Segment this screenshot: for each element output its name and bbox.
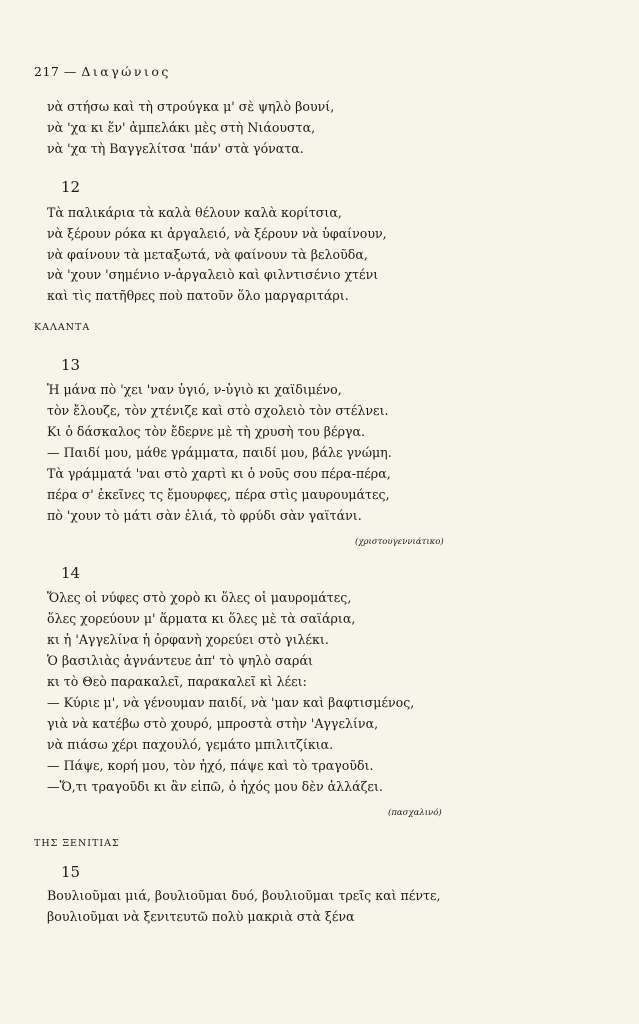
poem11-line-3: νὰ 'χα τὴ Βαγγελίτσα 'πάν' στὰ γόνατα. (47, 141, 304, 156)
header-title: Διαγώνιος (81, 64, 171, 79)
poem14-line-4: Ὁ βασιλιὰς ἀγνάντευε ἀπ' τὸ ψηλὸ σαράι (47, 653, 313, 668)
poem13-line-4: — Παιδί μου, μάθε γράμματα, παιδί μου, βάλε γνώμη. (47, 445, 392, 460)
poem14-source: (πασχαλινό) (388, 808, 442, 818)
poem14-line-7: γιὰ νὰ κατέβω στὸ χουρό, μπροστὰ στὴν 'Αγγελίνα, (47, 716, 379, 731)
poem14-line-1: Ὅλες οἱ νύφες στὸ χορὸ κι ὅλες οἱ μαυρομάτες, (47, 590, 352, 605)
poem15-number: 15 (61, 863, 81, 881)
poem14-line-3: κι ἡ 'Αγγελίνα ἡ ὀρφανὴ χορεύει στὸ γιλέκι. (47, 632, 329, 647)
poem11-line-1: νὰ στήσω καὶ τὴ στρούγκα μ' σὲ ψηλὸ βουνί, (47, 99, 335, 114)
poem14-number: 14 (61, 564, 81, 582)
poem12-line-1: Τὰ παλικάρια τὰ καλὰ θέλουν καλὰ κορίτσια, (47, 205, 342, 220)
poem14-line-6: — Κύριε μ', νὰ γένουμαν παιδί, νὰ 'μαν καὶ βαφτισμένος, (47, 695, 415, 710)
poem12-line-2: νὰ ξέρουν ρόκα κι ἀργαλειό, νὰ ξέρουν νὰ ὑφαίνουν, (47, 226, 387, 241)
poem14-line-9: — Πάψε, κορή μου, τὸν ἠχό, πάψε καὶ τὸ τραγοῦδι. (47, 758, 374, 773)
poem12-number: 12 (61, 178, 81, 196)
poem12-line-3: νὰ φαίνουν τὰ μεταξωτά, νὰ φαίνουν τὰ βελοῦδα, (47, 247, 368, 262)
poem15-line-2: βουλιοῦμαι νὰ ξενιτευτῶ πολὺ μακριὰ στὰ ξένα (47, 909, 355, 924)
header-dash: — (63, 64, 77, 79)
poem13-line-1: Ἡ μάνα πὸ 'χει 'ναν ὑγιό, ν-ὑγιὸ κι χαϊδιμένο, (47, 382, 342, 397)
poem12-line-4: νὰ 'χουν 'σημένιο ν-ἀργαλειὸ καὶ φιλντισένιο χτένι (47, 267, 379, 282)
poem13-source: (χριστουγεννιάτικο) (355, 537, 444, 547)
poem14-line-10: —Ὅ,τι τραγοῦδι κι ἂν εἰπῶ, ὁ ἠχός μου δὲν ἀλλάζει. (47, 779, 383, 794)
section-heading-xenitias: ΤΗΣ ΞΕΝΙΤΙΑΣ (34, 838, 120, 849)
poem15-line-1: Βουλιοῦμαι μιά, βουλιοῦμαι δυό, βουλιοῦμαι τρεῖς καὶ πέντε, (47, 888, 441, 903)
poem14-line-2: ὅλες χορεύουν μ' ἅρματα κι ὅλες μὲ τὰ σαϊάρια, (47, 611, 356, 626)
page-number: 217 (34, 64, 60, 79)
poem13-line-7: πὸ 'χουν τὸ μάτι σὰν ἐλιά, τὸ φρύδι σὰν γαϊτάνι. (47, 508, 362, 523)
poem13-number: 13 (61, 356, 81, 374)
poem14-line-8: νὰ πιάσω χέρι παχουλό, γεμάτο μπιλιτζίκια. (47, 737, 334, 752)
poem13-line-6: πέρα σ' ἐκεῖνες τς ἔμουρφες, πέρα στὶς μαυρουμάτες, (47, 487, 390, 502)
poem11-line-2: νὰ 'χα κι ἕν' ἀμπελάκι μὲς στὴ Νιάουστα, (47, 120, 316, 135)
poem13-line-2: τὸν ἔλουζε, τὸν χτένιζε καὶ στὸ σχολειὸ τὸν στέλνει. (47, 403, 389, 418)
poem12-line-5: καὶ τὶς πατῆθρες ποὺ πατοῦν ὅλο μαργαριτάρι. (47, 288, 349, 303)
poem14-line-5: κι τὸ Θεὸ παρακαλεῖ, παρακαλεῖ κὶ λέει: (47, 674, 307, 689)
running-header (34, 64, 171, 79)
poem13-line-3: Κι ὁ δάσκαλος τὸν ἔδερνε μὲ τὴ χρυσὴ του βέργα. (47, 424, 366, 439)
poem13-line-5: Τὰ γράμματά 'ναι στὸ χαρτὶ κι ὁ νοῦς σου πέρα-πέρα, (47, 466, 391, 481)
section-heading-kalanta: ΚΑΛΑΝΤΑ (34, 322, 91, 333)
